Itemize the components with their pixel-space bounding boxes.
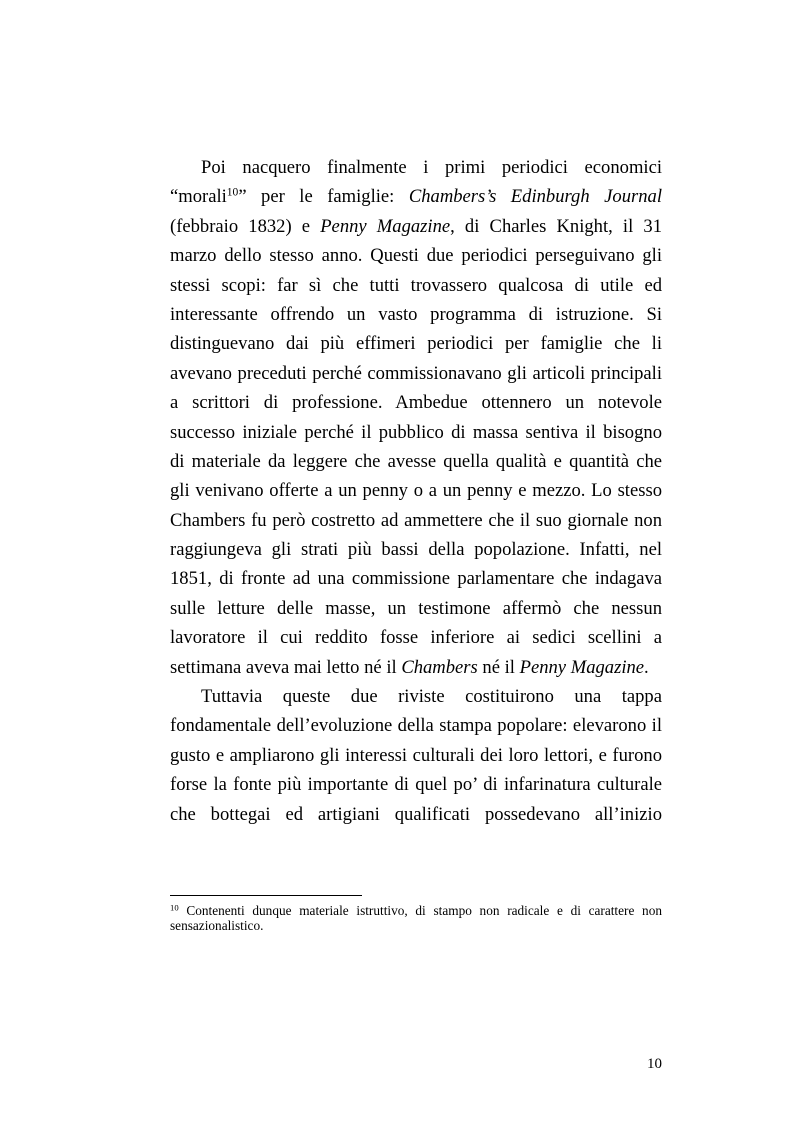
footnote-text: Contenenti dunque materiale istruttivo, di stampo non radicale e di carattere non bbox=[186, 903, 663, 918]
italic-title: Chambers’s Edinburgh Journal bbox=[408, 186, 662, 208]
italic-title: Chambers bbox=[401, 656, 478, 678]
text-segment: forse la fonte più importante di quel po’ di infarinatura culturale bbox=[170, 774, 662, 796]
text-segment: raggiungeva gli strati più bassi della popolazione. Infatti, nel bbox=[170, 539, 662, 561]
text-segment: ” per le famiglie: bbox=[238, 186, 409, 208]
text-segment: Tuttavia queste due riviste costituirono una tappa bbox=[201, 686, 662, 708]
body-line bbox=[170, 476, 662, 505]
italic-title: Penny Magazine bbox=[519, 656, 645, 678]
body-line bbox=[170, 741, 662, 770]
footnote-separator bbox=[170, 895, 362, 896]
text-segment: successo iniziale perché il pubblico di massa sentiva il bisogno bbox=[170, 421, 662, 443]
body-text bbox=[170, 153, 662, 829]
text-segment: a scrittori di professione. Ambedue ottennero un notevole bbox=[170, 392, 662, 414]
body-line bbox=[170, 418, 662, 447]
text-segment: settimana aveva mai letto né il bbox=[170, 656, 402, 678]
body-line bbox=[170, 212, 662, 241]
text-segment: . bbox=[644, 656, 649, 678]
text-segment: 1851, di fronte ad una commissione parlamentare che indagava bbox=[170, 568, 662, 590]
text-segment: sulle letture delle masse, un testimone affermò che nessun bbox=[170, 597, 662, 619]
text-segment: avevano preceduti perché commissionavano gli articoli principali bbox=[170, 362, 662, 384]
body-line bbox=[170, 770, 662, 799]
footnote-text: sensazionalistico. bbox=[170, 918, 264, 934]
body-line bbox=[170, 388, 662, 417]
text-segment: stessi scopi: far sì che tutti trovassero qualcosa di utile ed bbox=[170, 274, 662, 296]
page-number: 10 bbox=[647, 1056, 662, 1072]
footnote-line bbox=[170, 918, 662, 933]
text-segment: lavoratore il cui reddito fosse inferiore ai sedici scellini a bbox=[170, 627, 662, 649]
footnote-reference: 10 bbox=[226, 187, 239, 200]
body-line bbox=[170, 711, 662, 740]
body-line bbox=[170, 535, 662, 564]
body-line bbox=[170, 153, 662, 182]
footnote-line bbox=[170, 903, 662, 918]
body-line bbox=[170, 271, 662, 300]
body-line bbox=[170, 623, 662, 652]
body-line bbox=[170, 682, 662, 711]
body-line bbox=[170, 594, 662, 623]
text-segment: fondamentale dell’evoluzione della stampa popolare: elevarono il bbox=[170, 715, 662, 737]
text-segment: , di Charles Knight, il 31 bbox=[450, 215, 662, 237]
body-line bbox=[170, 300, 662, 329]
body-line bbox=[170, 564, 662, 593]
body-line bbox=[170, 506, 662, 535]
text-segment: Chambers fu però costretto ad ammettere che il suo giornale non bbox=[170, 509, 662, 531]
body-line bbox=[170, 359, 662, 388]
body-line bbox=[170, 241, 662, 270]
body-line bbox=[170, 800, 662, 829]
text-segment: né il bbox=[477, 656, 520, 678]
body-line bbox=[170, 447, 662, 476]
text-segment: “morali bbox=[170, 186, 227, 208]
footnote-marker: 10 bbox=[170, 902, 179, 913]
text-segment: gusto e ampliarono gli interessi culturali dei loro lettori, e furono bbox=[170, 744, 662, 766]
footnote bbox=[170, 903, 662, 934]
text-segment: di materiale da leggere che avesse quella qualità e quantità che bbox=[170, 450, 662, 472]
body-line bbox=[170, 329, 662, 358]
text-segment: distinguevano dai più effimeri periodici per famiglie che li bbox=[170, 333, 662, 355]
body-line bbox=[170, 653, 662, 682]
body-line bbox=[170, 182, 662, 211]
italic-title: Penny Magazine bbox=[320, 215, 451, 237]
text-segment: interessante offrendo un vasto programma di istruzione. Si bbox=[170, 303, 662, 325]
text-segment: che bottegai ed artigiani qualificati possedevano all’inizio bbox=[170, 803, 662, 825]
text-segment: gli venivano offerte a un penny o a un penny e mezzo. Lo stesso bbox=[170, 480, 662, 502]
text-segment: Poi nacquero finalmente i primi periodici economici bbox=[201, 157, 662, 178]
text-segment: marzo dello stesso anno. Questi due periodici perseguivano gli bbox=[170, 245, 662, 267]
text-segment: (febbraio 1832) e bbox=[170, 215, 321, 237]
